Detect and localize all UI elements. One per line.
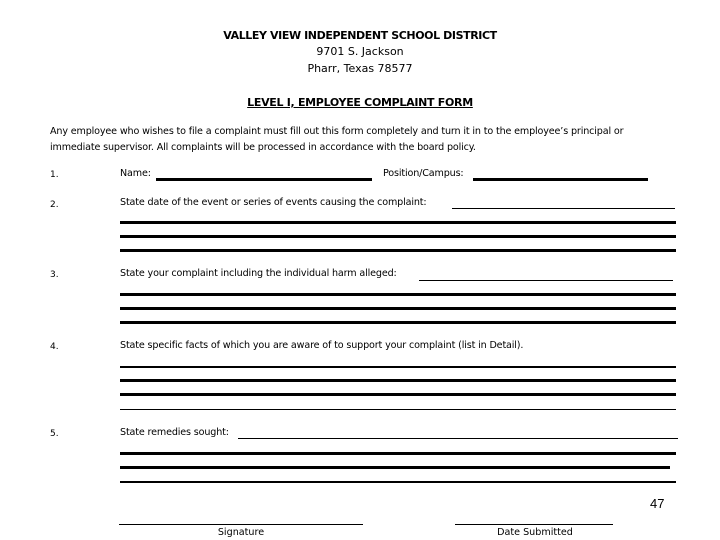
address-line-2: Pharr, Texas 78577	[307, 62, 413, 75]
item-4-answer-line-3[interactable]	[120, 393, 676, 396]
item-5-answer-line-3[interactable]	[120, 481, 676, 483]
intro-text	[50, 124, 690, 156]
item-number-1: 1.	[50, 170, 59, 180]
item-1-position-label: Position/Campus:	[383, 168, 464, 179]
organization-name: VALLEY VIEW INDEPENDENT SCHOOL DISTRICT	[223, 29, 497, 42]
item-4-answer-line-4[interactable]	[120, 409, 676, 410]
date-submitted-field[interactable]	[455, 524, 613, 525]
intro-line-2: immediate supervisor. All complaints will be processed in accordance with the board policy.	[50, 142, 476, 153]
item-4-label: State specific facts of which you are aware of to support your complaint (list in Detail).	[120, 340, 524, 351]
page-number: 47	[650, 496, 665, 511]
position-campus-field[interactable]	[473, 178, 648, 181]
signature-field[interactable]	[119, 524, 363, 525]
item-2-label: State date of the event or series of events causing the complaint:	[120, 197, 427, 208]
item-number-5: 5.	[50, 429, 59, 439]
item-3-label: State your complaint including the individual harm alleged:	[120, 268, 397, 279]
item-5-answer-line-0[interactable]	[238, 438, 678, 439]
item-number-3: 3.	[50, 270, 59, 280]
intro-line-1: Any employee who wishes to file a complaint must fill out this form completely and turn it in to the employee’s principal or	[50, 126, 624, 137]
item-number-4: 4.	[50, 342, 59, 352]
item-3-answer-line-1[interactable]	[120, 293, 676, 296]
item-5-answer-line-2[interactable]	[120, 466, 670, 469]
address-line-1: 9701 S. Jackson	[316, 45, 404, 58]
item-2-answer-line-3[interactable]	[120, 249, 676, 252]
item-3-answer-line-2[interactable]	[120, 307, 676, 310]
item-2-answer-line-0[interactable]	[452, 208, 675, 209]
item-4-answer-line-1[interactable]	[120, 366, 676, 368]
item-5-label: State remedies sought:	[120, 427, 229, 438]
item-1-name-label: Name:	[120, 168, 151, 179]
item-3-answer-line-3[interactable]	[120, 321, 676, 324]
item-number-2: 2.	[50, 200, 59, 210]
signature-label: Signature	[217, 527, 265, 538]
item-3-answer-line-0[interactable]	[419, 280, 673, 281]
item-2-answer-line-1[interactable]	[120, 221, 676, 224]
date-submitted-label: Date Submitted	[497, 527, 573, 538]
form-title: LEVEL I, EMPLOYEE COMPLAINT FORM	[247, 96, 473, 109]
item-5-answer-line-1[interactable]	[120, 452, 676, 455]
item-2-answer-line-2[interactable]	[120, 235, 676, 238]
item-4-answer-line-2[interactable]	[120, 379, 676, 382]
name-field[interactable]	[156, 178, 372, 181]
